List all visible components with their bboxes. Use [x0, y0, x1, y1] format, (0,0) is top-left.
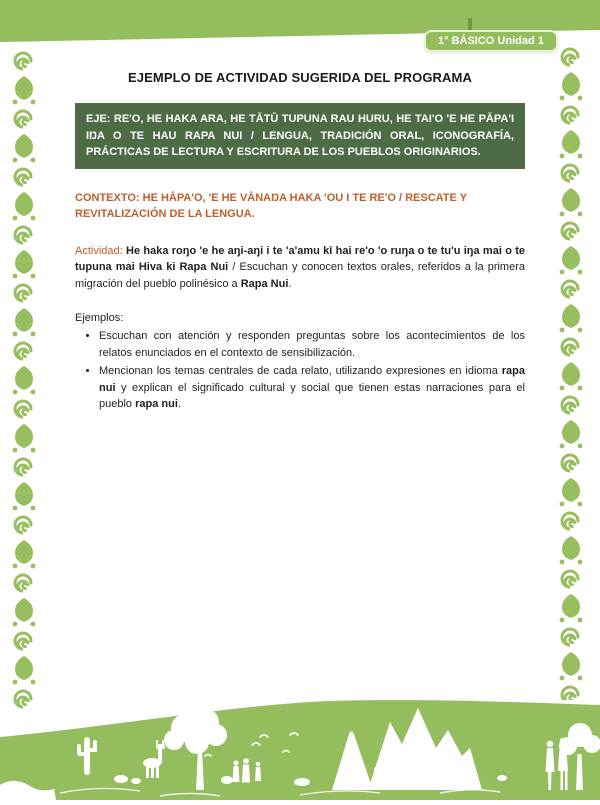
contexto-section: CONTEXTO: HE HĀPA'O, 'E HE VĀNAŊA HAKA 'OU I TE RE'O / RESCATE Y REVITALIZACIÓN DE LA LENGUA.: [75, 191, 467, 220]
unit-badge: 1° BÁSICO Unidad 1: [424, 30, 558, 52]
actividad-spanish-text: Escuchan y conocen textos orales, referidos a la primera migración del pueblo polinésico a: [75, 261, 525, 290]
page-title: EJEMPLO DE ACTIVIDAD SUGERIDA DEL PROGRAMA: [128, 70, 472, 85]
list-item: • Mencionan los temas centrales de cada relato, utilizando expresiones en idioma rapa nui y explican el significado cultural y social que tienen estas narraciones para el pueblo rapa nui.: [99, 363, 525, 413]
koru-pattern-left-border-icon: [9, 48, 39, 719]
actividad-spanish-bold: Rapa Nui: [240, 277, 289, 290]
actividad-separator: /: [228, 261, 240, 273]
koru-pattern-right-border-icon: [556, 44, 586, 705]
actividad-rapanui-text: He haka roŋo 'e he aŋi-aŋi i te 'a'amu kī hai re'o 'o ruŋa o te tu'u iŋa mai o te tupuna mai Hiva ki Rapa Nui: [75, 244, 525, 273]
actividad-section: [75, 243, 525, 293]
ejemplos-label: Ejemplos:: [75, 312, 124, 324]
actividad-label: Actividad:: [75, 244, 123, 257]
eje-section: EJE: RE'O, HE HAKA ARA, HE TĀTŪ TUPUNA RAU HURU, HE TAI'O 'E HE PĀPA'I IŊA O TE HAU RAPA NUI / LENGUA, TRADICIÓN ORAL, ICONOGRAFÍA, PRÁCTICAS DE LECTURA Y ESCRITURA DE LOS PUEBLOS ORIGINARIOS.: [75, 103, 525, 169]
list-item: • Escuchan con atención y responden preguntas sobre los acontecimientos de los relatos enunciados en el contexto de sensibilización.: [99, 328, 525, 361]
document-content: [75, 70, 525, 415]
actividad-period: .: [288, 277, 292, 290]
ejemplos-list: [75, 328, 525, 413]
landscape-footer-illustration: [0, 693, 600, 800]
